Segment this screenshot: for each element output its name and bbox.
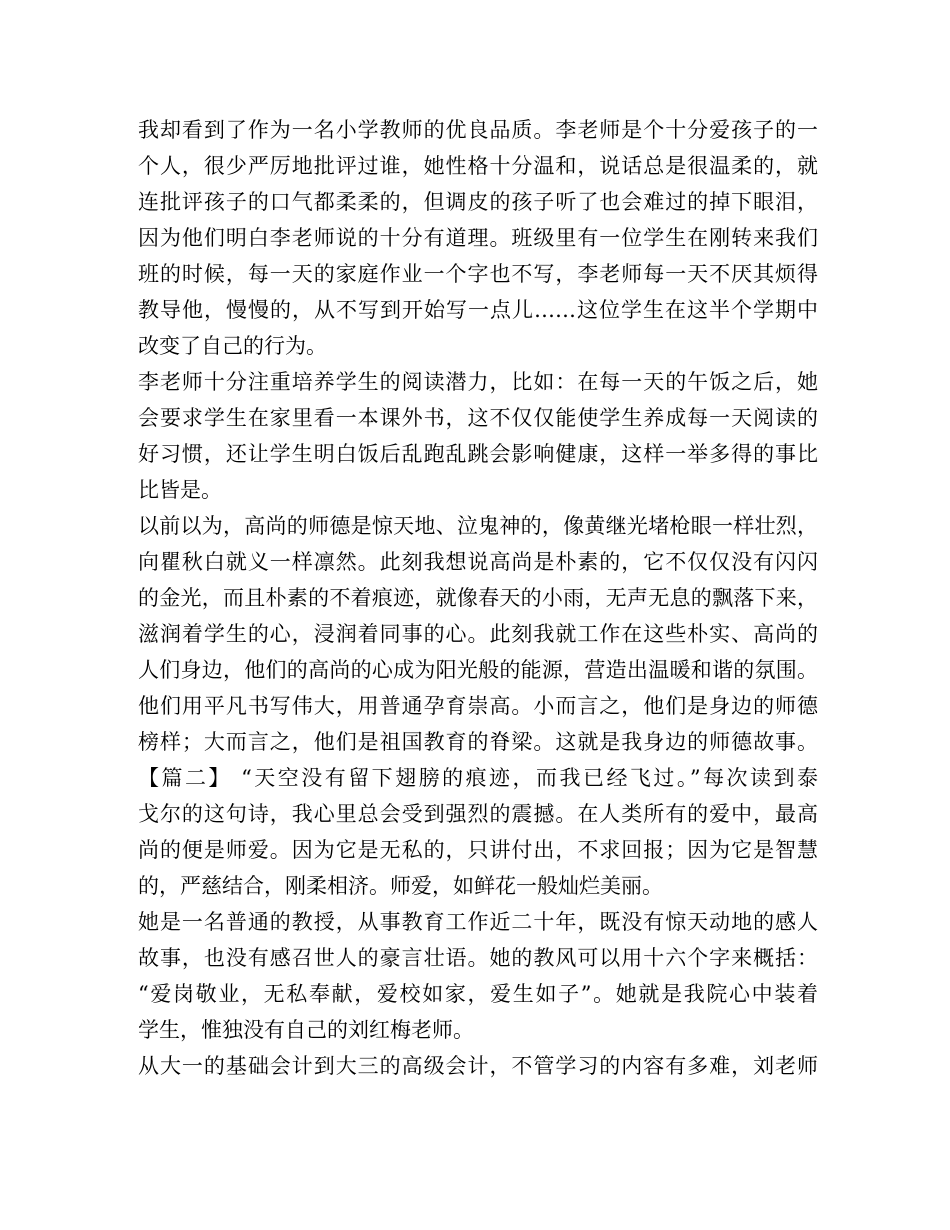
text-line: 从大一的基础会计到大三的高级会计，不管学习的内容有多难，刘老师: [138, 1054, 818, 1078]
text-line: 教导他，慢慢的，从不写到开始写一点儿……这位学生在这半个学期中: [138, 298, 818, 322]
text-line: 的金光，而且朴素的不着痕迹，就像春天的小雨，无声无息的飘落下来，: [138, 586, 818, 610]
text-line: “爱岗敬业，无私奉献，爱校如家，爱生如子”。她就是我院心中装着: [138, 982, 818, 1006]
text-line: 滋润着学生的心，浸润着同事的心。此刻我就工作在这些朴实、高尚的: [138, 622, 818, 646]
text-line: 李老师十分注重培养学生的阅读潜力，比如：在每一天的午饭之后，她: [138, 370, 818, 394]
text-line: 改变了自己的行为。: [138, 334, 327, 358]
text-line: 连批评孩子的口气都柔柔的，但调皮的孩子听了也会难过的掉下眼泪，: [138, 190, 818, 214]
text-line: 以前以为，高尚的师德是惊天地、泣鬼神的，像黄继光堵枪眼一样壮烈，: [138, 514, 818, 538]
document-body: [138, 112, 818, 1084]
section-heading-line: 【篇二】 “天空没有留下翅膀的痕迹，而我已经飞过。”每次读到泰: [138, 766, 818, 790]
text-line: 我却看到了作为一名小学教师的优良品质。李老师是个十分爱孩子的一: [138, 118, 818, 142]
text-line: 戈尔的这句诗，我心里总会受到强烈的震撼。在人类所有的爱中，最高: [138, 802, 818, 826]
text-line: 她是一名普通的教授，从事教育工作近二十年，既没有惊天动地的感人: [138, 910, 818, 934]
text-line: 好习惯，还让学生明白饭后乱跑乱跳会影响健康，这样一举多得的事比: [138, 442, 818, 466]
text-line: 榜样；大而言之，他们是祖国教育的脊梁。这就是我身边的师德故事。: [138, 730, 818, 754]
text-line: 比皆是。: [138, 478, 222, 502]
text-line: 因为他们明白李老师说的十分有道理。班级里有一位学生在刚转来我们: [138, 226, 818, 250]
text-line: 尚的便是师爱。因为它是无私的，只讲付出，不求回报；因为它是智慧: [138, 838, 818, 862]
text-line: 班的时候，每一天的家庭作业一个字也不写，李老师每一天不厌其烦得: [138, 262, 818, 286]
text-line: 他们用平凡书写伟大，用普通孕育崇高。小而言之，他们是身边的师德: [138, 694, 818, 718]
text-line: 会要求学生在家里看一本课外书，这不仅仅能使学生养成每一天阅读的: [138, 406, 818, 430]
text-line: 人们身边，他们的高尚的心成为阳光般的能源，营造出温暖和谐的氛围。: [138, 658, 818, 682]
text-line: 的，严慈结合，刚柔相济。师爱，如鲜花一般灿烂美丽。: [138, 874, 663, 898]
text-line: 学生，惟独没有自己的刘红梅老师。: [138, 1018, 474, 1042]
text-line: 个人，很少严厉地批评过谁，她性格十分温和，说话总是很温柔的，就: [138, 154, 818, 178]
text-line: 故事，也没有感召世人的豪言壮语。她的教风可以用十六个字来概括：: [138, 946, 818, 970]
text-line: 向瞿秋白就义一样凛然。此刻我想说高尚是朴素的，它不仅仅没有闪闪: [138, 550, 818, 574]
